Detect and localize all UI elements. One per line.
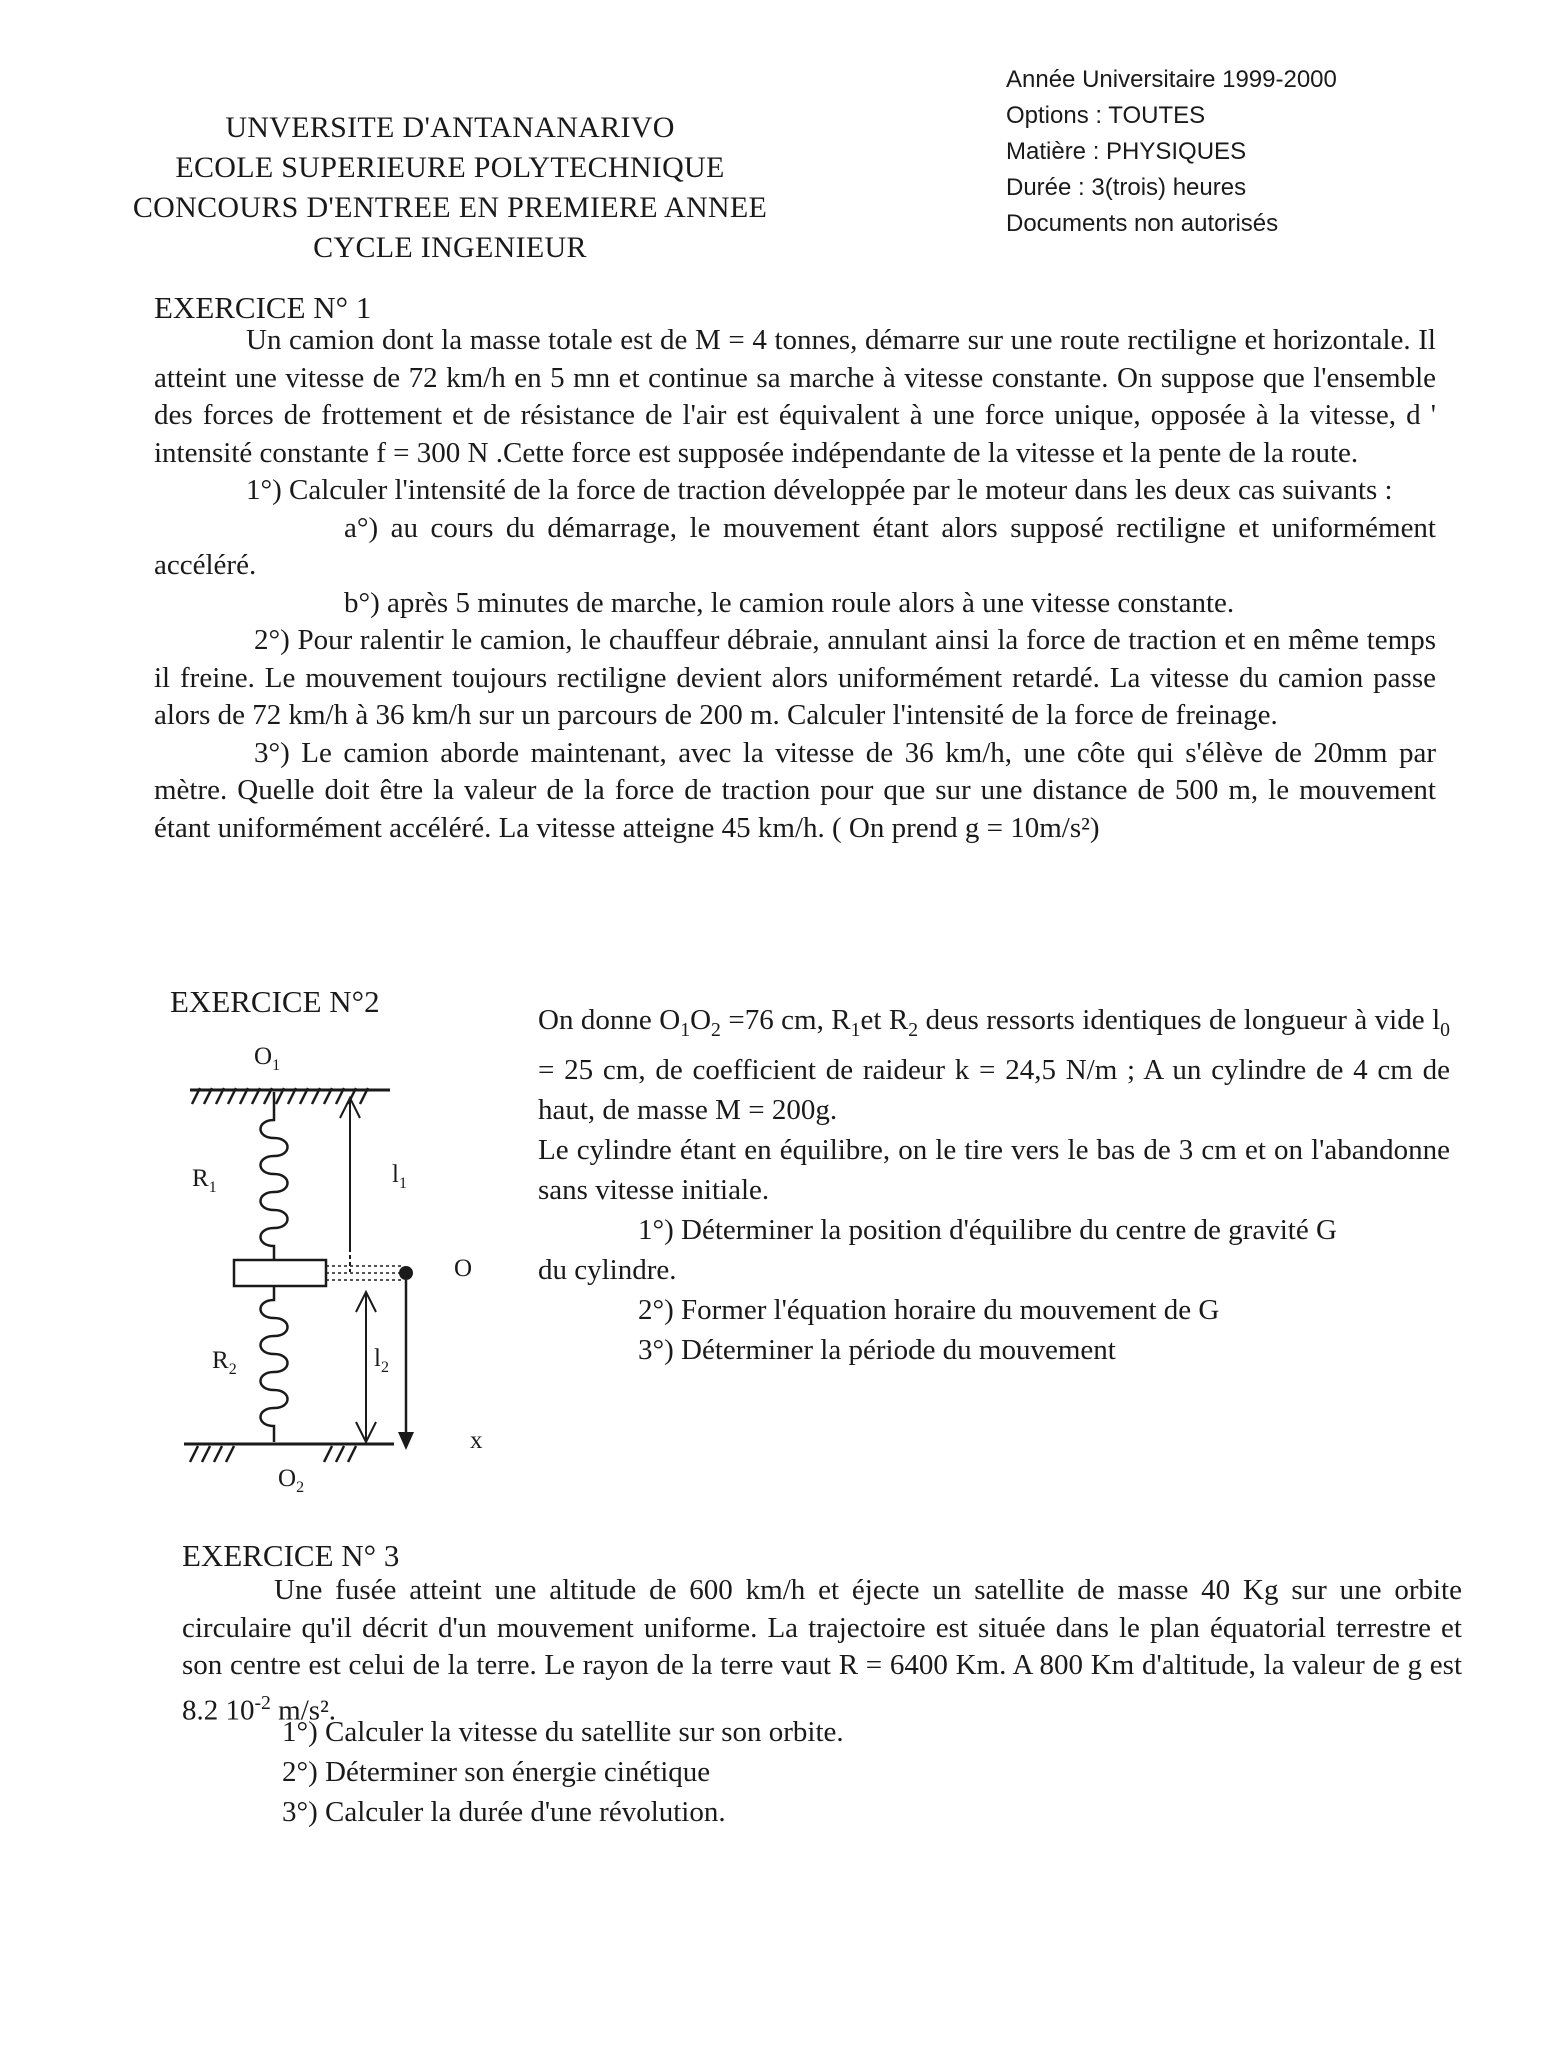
label-r2: $R_2$ xyxy=(212,1347,237,1378)
institution-line: CYCLE INGENIEUR xyxy=(313,231,587,264)
exercise2-title: EXERCICE N°2 xyxy=(170,984,380,1019)
options: Options : TOUTES xyxy=(1006,102,1206,129)
top-support xyxy=(190,1088,390,1104)
spring-cylinder-diagram xyxy=(170,1036,510,1496)
exercise2-given: On donne $O_1O_2 =76$ cm, $R_1et$ $R_2$ deus ressorts identiques de longueur à vide $l_0 = 25$ cm, de coefficient de raideur k = 24,5 N/m ; A un cylindre de 4 cm de haut, de masse M = 200g. xyxy=(538,1004,1450,1126)
duration: Durée : 3(trois) heures xyxy=(1006,174,1247,201)
label-o2: $O_2$ xyxy=(278,1465,305,1496)
exercise1-q1b: b°) après 5 minutes de marche, le camion roule alors à une vitesse constante. xyxy=(344,586,1235,619)
x-axis xyxy=(398,1280,414,1450)
exercise2-setup: Le cylindre étant en équilibre, on le tire vers le bas de 3 cm et on l'abandonne sans vitesse initiale. xyxy=(538,1133,1450,1206)
institution-header xyxy=(120,108,780,268)
exercise3-title: EXERCICE N° 3 xyxy=(182,1538,400,1573)
exercise3-q1: 1°) Calculer la vitesse du satellite sur son orbite. xyxy=(282,1716,844,1748)
exercise3-body xyxy=(182,1572,1462,1730)
exercise3-questions xyxy=(282,1712,844,1832)
cylinder xyxy=(234,1260,326,1286)
exercise2-body xyxy=(538,1000,1450,1370)
spring-r1 xyxy=(261,1092,288,1260)
exercise1-q1: 1°) Calculer l'intensité de la force de traction développée par le moteur dans les deux cas suivants : xyxy=(246,474,1393,506)
l1-dimension xyxy=(340,1098,360,1272)
exercise1-q2: 2°) Pour ralentir le camion, le chauffeur débraie, annulant ainsi la force de traction et en même temps il freine. Le mouvement toujours rectiligne devient alors uniformément retardé. La vitesse du camion passe alors de 72 km/h à 36 km/h sur un parcours de 200 m. Calculer l'intensité de la force de freinage. xyxy=(154,624,1436,731)
exercise1-intro: Un camion dont la masse totale est de M = 4 tonnes, démarre sur une route rectiligne et horizontale. Il atteint une vitesse de 72 km/h en 5 mn et continue sa marche à vitesse constante. On suppose que l'ensemble des forces de frottement et de résistance de l'air est équivalent à une force unique, opposée à la vitesse, d ' intensité constante f = 300 N .Cette force est supposée indépendante de la vitesse et la pente de la route. xyxy=(154,324,1436,469)
origin-point xyxy=(399,1266,413,1280)
label-o1: $O_1$ xyxy=(254,1043,281,1074)
label-l1: $l_1$ xyxy=(392,1161,407,1192)
exercise2-q2: 2°) Former l'équation horaire du mouvement de G xyxy=(638,1293,1220,1326)
exercise1-q3: 3°) Le camion aborde maintenant, avec la vitesse de 36 km/h, une côte qui s'élève de 20mm par mètre. Quelle doit être la valeur de la force de traction pour que sur une distance de 500 m, le mouvement étant uniformément accéléré. La vitesse atteigne 45 km/h. ( On prend g = 10m/s²) xyxy=(154,736,1436,844)
label-o: O xyxy=(454,1255,473,1282)
institution-line: CONCOURS D'ENTREE EN PREMIERE ANNEE xyxy=(132,191,768,224)
exercise3-intro: Une fusée atteint une altitude de 600 km/h et éjecte un satellite de masse 40 Kg sur une orbite circulaire qu'il décrit d'un mouvement uniforme. La trajectoire est située dans le plan équatorial terrestre et son centre est celui de la terre. Le rayon de la terre vaut R = 6400 Km. A 800 Km d'altitude, la valeur de g est 8.2 $10^{-2}$ m/s². xyxy=(182,1574,1462,1727)
documents-policy: Documents non autorisés xyxy=(1006,210,1279,237)
exercise1-q1a: a°) au cours du démarrage, le mouvement étant alors supposé rectiligne et uniformément accéléré. xyxy=(154,511,1436,581)
exercise1-title: EXERCICE N° 1 xyxy=(154,290,372,325)
exam-meta xyxy=(1006,62,1446,242)
spring-r2 xyxy=(261,1286,288,1442)
bottom-support xyxy=(184,1444,394,1462)
exercise2-q1: 1°) Déterminer la position d'équilibre du centre de gravité G xyxy=(638,1213,1337,1246)
label-l2: $l_2$ xyxy=(374,1345,389,1376)
academic-year: Année Universitaire 1999-2000 xyxy=(1006,66,1337,93)
institution-line: ECOLE SUPERIEURE POLYTECHNIQUE xyxy=(175,151,725,184)
exercise2-q1-cont: du cylindre. xyxy=(538,1253,677,1286)
exercise3-q2: 2°) Déterminer son énergie cinétique xyxy=(282,1756,711,1788)
l2-dimension xyxy=(356,1292,376,1442)
exercise1-body xyxy=(154,322,1436,847)
label-x: x xyxy=(470,1427,483,1454)
exercise2-q3: 3°) Déterminer la période du mouvement xyxy=(638,1333,1116,1366)
label-r1: $R_1$ xyxy=(192,1165,217,1196)
exercise3-q3: 3°) Calculer la durée d'une révolution. xyxy=(282,1796,726,1828)
institution-line: UNVERSITE D'ANTANANARIVO xyxy=(225,111,675,144)
subject: Matière : PHYSIQUES xyxy=(1006,138,1247,165)
